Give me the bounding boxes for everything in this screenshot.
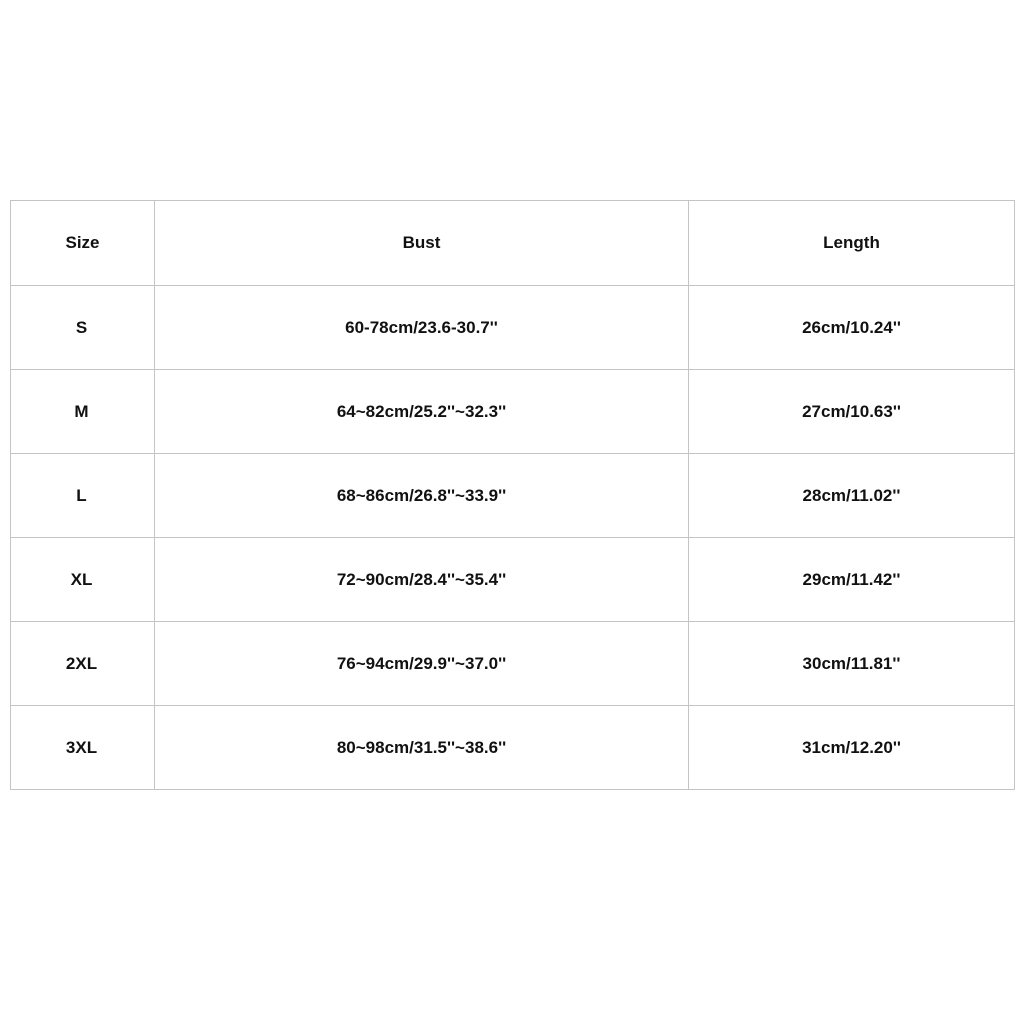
size-chart-table xyxy=(10,200,1015,790)
cell-length: 27cm/10.63'' xyxy=(689,370,1015,454)
table-row xyxy=(11,622,1015,706)
cell-bust: 68~86cm/26.8''~33.9'' xyxy=(155,454,689,538)
table-row xyxy=(11,286,1015,370)
cell-size: M xyxy=(11,370,155,454)
cell-size: L xyxy=(11,454,155,538)
header-bust: Bust xyxy=(155,201,689,286)
header-length: Length xyxy=(689,201,1015,286)
cell-length: 26cm/10.24'' xyxy=(689,286,1015,370)
cell-bust: 60-78cm/23.6-30.7'' xyxy=(155,286,689,370)
table-row xyxy=(11,370,1015,454)
table-header-row xyxy=(11,201,1015,286)
cell-bust: 64~82cm/25.2''~32.3'' xyxy=(155,370,689,454)
cell-bust: 76~94cm/29.9''~37.0'' xyxy=(155,622,689,706)
cell-bust: 72~90cm/28.4''~35.4'' xyxy=(155,538,689,622)
cell-length: 31cm/12.20'' xyxy=(689,706,1015,790)
cell-length: 28cm/11.02'' xyxy=(689,454,1015,538)
cell-bust: 80~98cm/31.5''~38.6'' xyxy=(155,706,689,790)
header-size: Size xyxy=(11,201,155,286)
table-row xyxy=(11,538,1015,622)
cell-length: 29cm/11.42'' xyxy=(689,538,1015,622)
cell-size: S xyxy=(11,286,155,370)
cell-size: XL xyxy=(11,538,155,622)
table-row xyxy=(11,706,1015,790)
table-row xyxy=(11,454,1015,538)
cell-size: 2XL xyxy=(11,622,155,706)
cell-size: 3XL xyxy=(11,706,155,790)
cell-length: 30cm/11.81'' xyxy=(689,622,1015,706)
